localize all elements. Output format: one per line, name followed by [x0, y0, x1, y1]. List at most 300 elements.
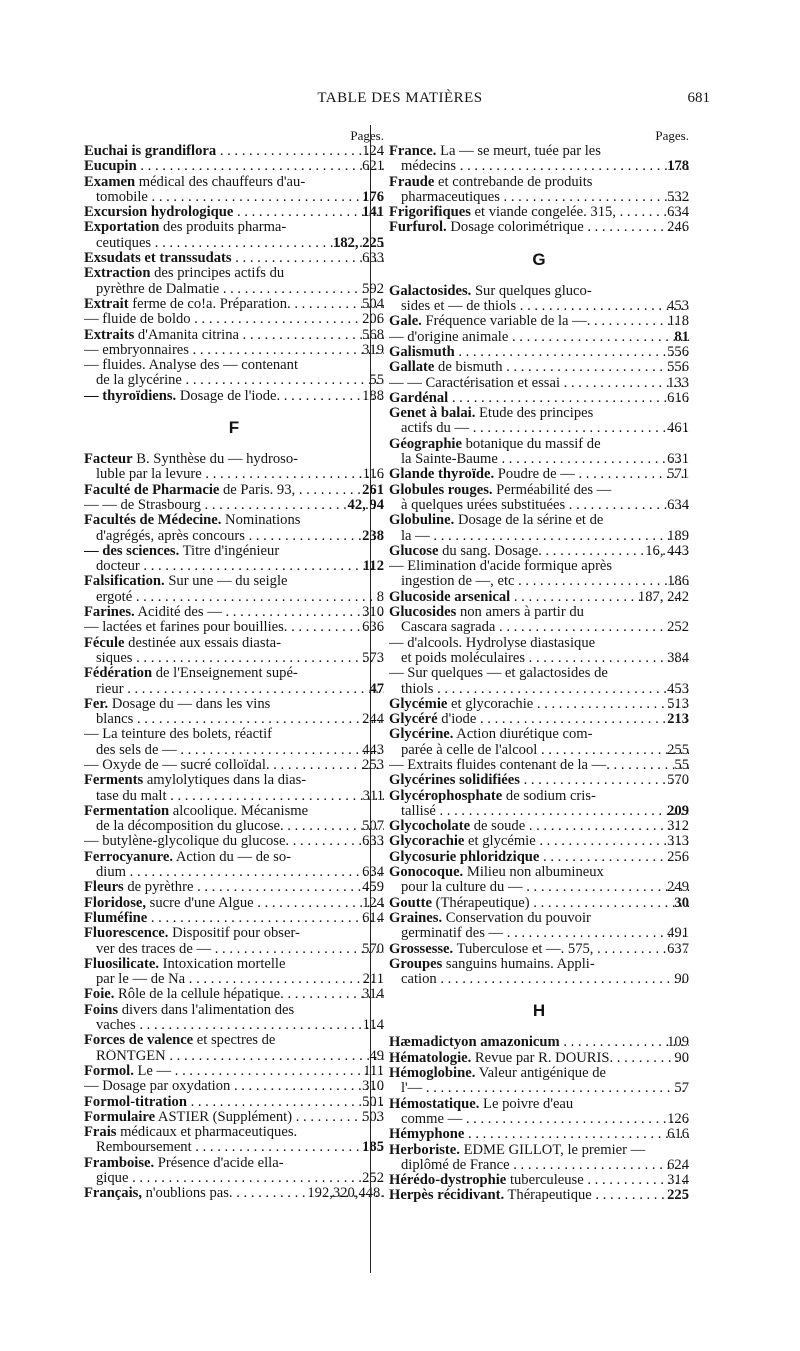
entry-line [84, 651, 384, 666]
entry-term: Foins [84, 1002, 119, 1018]
entry-text: diplômé de France [401, 1157, 510, 1173]
page-ref: 571 [667, 467, 689, 483]
entry-text: — lactées et farines pour bouillies. [84, 620, 288, 636]
entry-term: Euchai is grandiflora [84, 144, 217, 159]
index-entry [389, 773, 689, 788]
index-entry [389, 1188, 689, 1203]
leader-dots [575, 467, 689, 482]
leader-dots [592, 1188, 689, 1203]
page-ref: 636 [362, 620, 384, 636]
entry-text: divers dans l'alimentation des [118, 1002, 295, 1018]
entry-text: alcoolique. Mécanisme [169, 803, 309, 819]
page-ref: 319 [362, 342, 384, 358]
entry-text: ASTIER [155, 1109, 209, 1125]
leader-dots [222, 605, 384, 620]
entry-term: Forces de valence [84, 1033, 194, 1049]
entry-line [389, 773, 689, 788]
entry-line [84, 850, 384, 865]
page-ref: 637 [667, 941, 689, 957]
index-entry [84, 880, 384, 895]
entry-term: Gallate [389, 360, 435, 376]
entry-line [84, 373, 384, 388]
entry-line [389, 1127, 689, 1142]
leader-dots [523, 880, 689, 895]
leader-dots [533, 697, 689, 712]
entry-term: Genet à balai. [389, 406, 476, 422]
entry-line [389, 574, 689, 589]
page-ref: 503 [362, 1109, 384, 1125]
entry-text: la Sainte-Baume [401, 452, 498, 468]
leader-dots [233, 205, 384, 220]
entry-text: ver des traces de — [96, 941, 212, 957]
index-entry [389, 437, 689, 468]
entry-term: Glucose [389, 543, 439, 559]
entry-term: Ferments [84, 773, 144, 789]
leader-dots [216, 144, 384, 159]
page-ref: 570 [362, 941, 384, 957]
page-ref: 126 [667, 1111, 689, 1127]
index-entry [389, 896, 689, 911]
leader-dots [132, 651, 384, 666]
entry-line [389, 299, 689, 314]
index-entry [84, 1064, 384, 1079]
entry-text: Sur une — du seigle [164, 574, 288, 590]
index-entry [84, 697, 384, 728]
entry-text: rieur [96, 681, 124, 697]
leader-dots [193, 880, 384, 895]
page-ref: 310 [362, 605, 384, 621]
entry-line [84, 1079, 384, 1094]
entry-line [389, 1112, 689, 1127]
page-ref: 55 [674, 757, 689, 773]
section-letter: G [532, 249, 546, 269]
leader-dots [132, 590, 384, 605]
entry-text: Dosage du — dans les vins [108, 696, 271, 712]
entry-text: — Extraits fluides contenant de la —. [389, 757, 610, 773]
entry-line [84, 159, 384, 174]
page-ref: 176 [362, 189, 384, 205]
page-ref: 189 [667, 528, 689, 544]
entry-term: Hérédo-dystrophie [389, 1173, 507, 1189]
page-ref: 556 [667, 344, 689, 360]
entry-line [389, 406, 689, 421]
index-entry [389, 284, 689, 315]
index-entry [389, 712, 689, 727]
entry-line [389, 636, 689, 651]
entry-line [389, 284, 689, 299]
index-entry [84, 1186, 384, 1201]
entry-text: docteur [96, 559, 140, 575]
entry-term: Fluosilicate. [84, 956, 159, 972]
entry-term: Hémyphone [389, 1127, 465, 1143]
page-ref: 501 [362, 1094, 384, 1110]
index-entry [84, 666, 384, 697]
entry-term: Formol-titration [84, 1094, 187, 1110]
entry-text: comme — [401, 1111, 463, 1127]
entry-text: de la décomposition du glucose. [96, 819, 284, 835]
page-ref: 633 [362, 251, 384, 267]
entry-text: Cascara sagrada [401, 620, 496, 636]
page-ref: 314 [362, 987, 384, 1003]
entry-line [389, 1188, 689, 1203]
entry-line [84, 559, 384, 574]
entry-term: Furfurol. [389, 220, 447, 236]
entry-line [389, 175, 689, 190]
entry-text: Analyse des — contenant [145, 358, 299, 374]
entry-line [84, 880, 384, 895]
entry-text: d'iode [437, 712, 477, 728]
entry-text: Sur quelques gluco- [471, 283, 592, 299]
entry-text: Dosage de la sérine et de [454, 513, 604, 529]
entry-line [389, 834, 689, 849]
leader-dots [232, 251, 384, 266]
leader-dots [219, 282, 384, 297]
index-entry [84, 620, 384, 635]
index-entry [84, 636, 384, 667]
entry-line [389, 1035, 689, 1050]
entry-term: Glande thyroïde. [389, 467, 495, 483]
entry-term: Galactosides. [389, 283, 472, 299]
index-entry [389, 850, 689, 865]
entry-text: et poids moléculaires [401, 650, 526, 666]
page-ref: 621 [362, 159, 384, 175]
entry-line [84, 190, 384, 205]
entry-line [389, 376, 689, 391]
page-ref: 261 [362, 482, 384, 498]
entry-line [389, 957, 689, 972]
index-entry [389, 559, 689, 590]
entry-line [84, 896, 384, 911]
page-ref: 90 [674, 972, 689, 988]
page-ref: 252 [362, 1171, 384, 1186]
entry-line [84, 590, 384, 605]
entry-text: tallisé [401, 803, 436, 819]
entry-term: Exportation [84, 220, 160, 236]
entry-text: Etude des principes [475, 406, 594, 422]
leader-dots [520, 773, 689, 788]
pages-label: Pages. [655, 128, 689, 143]
page-ref: 57 [674, 1081, 689, 1097]
index-entry [84, 266, 384, 297]
index-entry [84, 343, 384, 358]
leader-dots [537, 743, 689, 758]
page-ref: 111 [363, 1063, 384, 1079]
index-entry [389, 360, 689, 375]
page-ref: 491 [667, 926, 689, 942]
page-ref: 311 [362, 788, 384, 804]
entry-line [84, 987, 384, 1002]
leader-dots [192, 1140, 384, 1155]
entry-term: Gardénal [389, 390, 449, 406]
entry-term: Galismuth [389, 344, 455, 360]
entry-line [84, 544, 384, 559]
entry-term: Herpès récidivant. [389, 1188, 505, 1204]
entry-term: Formulaire [84, 1109, 156, 1125]
entry-line [84, 697, 384, 712]
entry-line [84, 513, 384, 528]
entry-line [389, 942, 689, 957]
leader-dots [536, 834, 689, 849]
leader-dots [516, 299, 689, 314]
leader-dots [476, 712, 689, 727]
entry-line [84, 498, 384, 513]
entry-text: vaches [96, 1018, 136, 1034]
entry-line [84, 789, 384, 804]
leader-dots [239, 328, 384, 343]
entry-text: actifs du — [401, 421, 470, 437]
entry-text: pharmaceutiques [401, 189, 500, 205]
leader-dots [284, 819, 384, 834]
entry-line [389, 1097, 689, 1112]
index-entry [84, 483, 384, 498]
page-ref: 459 [362, 880, 384, 896]
index-entry [84, 159, 384, 174]
entry-text: ferme de co!a. Préparation. [128, 296, 291, 312]
entry-text: médical des chauffeurs d'au- [135, 174, 306, 190]
entry-text: siques [96, 650, 133, 666]
entry-line [389, 452, 689, 467]
entry-line [84, 743, 384, 758]
entry-term: Excursion hydrologique [84, 205, 234, 221]
entry-text: des sels de — [96, 742, 177, 758]
page-ref: 513 [667, 696, 689, 712]
index-entry [84, 513, 384, 544]
entry-text: Rôle de la cellule hépatique. [114, 987, 284, 1003]
entry-text: Dosage de l'iode. [176, 388, 281, 404]
entry-text: (Thérapeutique) [431, 895, 530, 911]
entry-term: Français, [84, 1186, 142, 1202]
entry-line [389, 911, 689, 926]
entry-term: Gonocoque. [389, 865, 464, 881]
entry-term: Goutte [389, 895, 432, 911]
entry-line [84, 911, 384, 926]
page-ref: 211 [362, 972, 384, 988]
entry-line [389, 467, 689, 482]
leader-dots [182, 373, 384, 388]
index-entry [389, 957, 689, 988]
page-ref: 624 [667, 1157, 689, 1173]
leader-dots [436, 804, 689, 819]
entry-line [84, 1156, 384, 1171]
entry-line [389, 896, 689, 911]
entry-term: Frais [84, 1125, 117, 1141]
entry-term: Globuline. [389, 513, 455, 529]
index-entry [389, 758, 689, 773]
entry-text: Action diurétique com- [453, 727, 593, 743]
page-ref: 634 [362, 865, 384, 881]
entry-text: — Sur quelques — et galactosides de [389, 666, 608, 682]
entry-term: Graines. [389, 910, 443, 926]
page-ref: 592 [362, 281, 384, 297]
index-entry [389, 865, 689, 896]
page-ref: 30 [674, 895, 689, 911]
entry-line [84, 483, 384, 498]
page-ref: 443 [362, 742, 384, 758]
entry-text: de bismuth [434, 360, 503, 376]
index-entry [84, 1079, 384, 1094]
entry-text: Nominations [221, 513, 301, 529]
index-entry [84, 220, 384, 251]
entry-line [389, 697, 689, 712]
leader-dots [171, 1064, 384, 1079]
entry-line [389, 314, 689, 329]
leader-dots [456, 159, 689, 174]
entry-text: n'oublions pas. [141, 1186, 233, 1202]
entry-term: France. [389, 144, 437, 159]
entry-term: Fraude [389, 174, 435, 190]
entry-text: pour la culture du — [401, 880, 523, 896]
entry-text: dium [96, 865, 126, 881]
entry-text: Action du — de so- [173, 849, 291, 865]
index-entry [389, 819, 689, 834]
entry-line [84, 467, 384, 482]
index-entry [84, 804, 384, 835]
page-ref: 249 [667, 880, 689, 896]
page-ref: 185 [362, 1140, 384, 1156]
entry-term: Formol. [84, 1063, 134, 1079]
entry-text: l'— [401, 1081, 423, 1097]
leader-dots [166, 1049, 384, 1064]
leader-dots [177, 743, 384, 758]
entry-term: Ferrocyanure. [84, 849, 174, 865]
entry-text: de la glycérine [96, 373, 182, 389]
entry-line [389, 926, 689, 941]
page-ref: 141 [362, 205, 384, 221]
page-ref: 8 [376, 589, 384, 605]
index-entry [389, 406, 689, 437]
index-entry [389, 1127, 689, 1142]
entry-line [84, 1018, 384, 1033]
entry-text: cation [401, 972, 437, 988]
entry-term: Extraction [84, 266, 151, 282]
page-ref: 209 [667, 803, 689, 819]
entry-text: ergoté [96, 589, 133, 605]
entry-text: Fréquence variable de la —. [421, 314, 591, 330]
entry-line [389, 804, 689, 819]
index-entry [389, 636, 689, 667]
entry-term: Glycérines solidifiées [389, 773, 520, 789]
entry-text: et viande congelée. 315, [470, 205, 616, 221]
entry-term: Groupes [389, 956, 443, 972]
entry-line [84, 957, 384, 972]
entry-text: médecins [401, 159, 457, 175]
entry-line [389, 391, 689, 406]
page-ref: 453 [667, 299, 689, 315]
entry-text: tomobile [96, 189, 148, 205]
entry-text: Revue par R. DOURIS. [471, 1050, 614, 1066]
entry-line [84, 144, 384, 159]
page-ref: 55 [369, 373, 384, 389]
entry-line [389, 819, 689, 834]
entry-text: Poudre de — [494, 467, 575, 483]
leader-dots [211, 942, 384, 957]
leader-dots [136, 1018, 384, 1033]
entry-line [84, 865, 384, 880]
entry-line [84, 297, 384, 312]
page-ref: 631 [667, 452, 689, 468]
leader-dots [147, 911, 384, 926]
entry-term: Framboise. [84, 1155, 155, 1171]
entry-line [389, 743, 689, 758]
leader-dots [270, 758, 384, 773]
entry-line [84, 727, 384, 742]
page-ref: 616 [667, 1127, 689, 1143]
entry-text: Dispositif pour obser- [168, 926, 300, 942]
entry-line [84, 712, 384, 727]
entry-line [84, 834, 384, 849]
entry-line [389, 620, 689, 635]
index-entry [389, 175, 689, 206]
entry-line [84, 819, 384, 834]
page-ref: 42, 94 [347, 497, 384, 513]
section-letter: H [532, 1001, 546, 1021]
entry-text: — fluide de boldo [84, 312, 191, 328]
index-entry [389, 483, 689, 514]
entry-term: Exsudats et transsudats [84, 251, 232, 267]
leader-dots [201, 498, 384, 513]
entry-line [84, 220, 384, 235]
entry-term: Facteur [84, 452, 133, 468]
entry-line [389, 360, 689, 375]
entry-term: Extraits [84, 327, 135, 343]
entry-line [84, 1110, 384, 1125]
entry-text: et glycémie [464, 834, 536, 850]
entry-text: — — de Strasbourg [84, 497, 201, 513]
leader-dots [124, 682, 384, 697]
entry-line [84, 1095, 384, 1110]
entry-text: Tuberculose et —. 575, [453, 941, 594, 957]
entry-line [389, 483, 689, 498]
entry-text: des produits pharma- [159, 220, 287, 236]
entry-text: Dosage colorimétrique [446, 220, 584, 236]
entry-term: Glucoside arsenical [389, 589, 511, 605]
page-ref: 633 [362, 834, 384, 850]
page-ref: 570 [667, 773, 689, 789]
page-ref: 81 [674, 329, 689, 345]
pages-label: Pages. [350, 128, 384, 143]
leader-dots [464, 1127, 689, 1142]
entry-line [389, 1143, 689, 1158]
leader-dots [613, 1051, 689, 1066]
page-ref: 634 [667, 497, 689, 513]
entry-term: Globules rouges. [389, 482, 493, 498]
index-column-left [84, 128, 384, 1202]
entry-line [84, 620, 384, 635]
page-ref: 109 [667, 1035, 689, 1051]
entry-text: — fluides. [84, 358, 146, 374]
entry-line [84, 605, 384, 620]
page-ref: 206 [362, 312, 384, 328]
entry-term: Hæmadictyon amazonicum [389, 1035, 560, 1051]
page-number: 681 [687, 90, 710, 106]
entry-line [389, 220, 689, 235]
entry-term: Glycorachie [389, 834, 465, 850]
entry-term: Falsification. [84, 574, 165, 590]
entry-text: — d'alcools. Hydrolyse diastasique [389, 635, 596, 651]
entry-line [84, 636, 384, 651]
entry-line [84, 312, 384, 327]
entry-term: Fluméfine [84, 910, 148, 926]
entry-line [389, 712, 689, 727]
entry-term: Eucupin [84, 159, 137, 175]
index-entry [84, 957, 384, 988]
entry-line [84, 1125, 384, 1140]
entry-text: de pyrèthre [123, 880, 194, 896]
entry-term: Glucosides [389, 605, 457, 621]
page-ref: 47 [369, 681, 384, 697]
index-entry [84, 544, 384, 575]
leader-dots [462, 1112, 689, 1127]
